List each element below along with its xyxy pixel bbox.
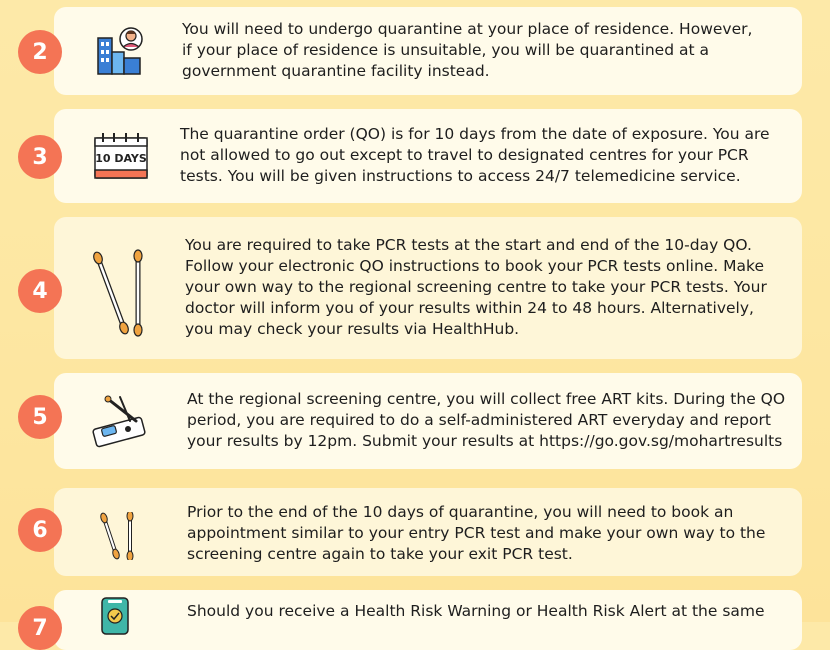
- step-number-badge: 7: [18, 606, 62, 650]
- art-test-kit-icon: [90, 393, 150, 453]
- step-number-badge: 2: [18, 30, 62, 74]
- swab-sticks-icon: [98, 512, 138, 560]
- step-description: Should you receive a Health Risk Warning or Health Risk Alert at the same: [187, 602, 765, 620]
- step-description: You are required to take PCR tests at the start and end of the 10-day QO. Follow your electronic QO instructions to book your PCR tests online. Make your own way to the regional screening centre to take your PCR tests. Your doctor will inform you of your results within 24 to 48 hours. Alternatively, you may check your results via HealthHub.: [185, 236, 767, 338]
- step-number-badge: 4: [18, 269, 62, 313]
- step-number-badge: 6: [18, 508, 62, 552]
- home-building-person-icon: [96, 24, 146, 76]
- phone-check-icon: [100, 596, 130, 636]
- step-description: You will need to undergo quarantine at your place of residence. However, if your place of residence is unsuitable, you will be quarantined at a government quarantine facility instead.: [182, 20, 753, 80]
- calendar-label: 10 DAYS: [95, 152, 147, 165]
- step-number-badge: 3: [18, 135, 62, 179]
- calendar-icon: [94, 132, 148, 180]
- step-description: At the regional screening centre, you will collect free ART kits. During the QO period, you are required to do a self-administered ART everyday and report your results by 12pm. Submit your results at https://go.gov.sg/mohartresults: [187, 390, 786, 450]
- swab-sticks-icon: [90, 248, 150, 338]
- step-number-badge: 5: [18, 395, 62, 439]
- step-description: The quarantine order (QO) is for 10 days from the date of exposure. You are not allowed to go out except to travel to designated centres for your PCR tests. You will be given instructions to access 24/7 telemedicine service.: [180, 125, 770, 185]
- step-description: Prior to the end of the 10 days of quarantine, you will need to book an appointment similar to your entry PCR test and make your own way to the screening centre again to take your exit PCR test.: [187, 503, 766, 563]
